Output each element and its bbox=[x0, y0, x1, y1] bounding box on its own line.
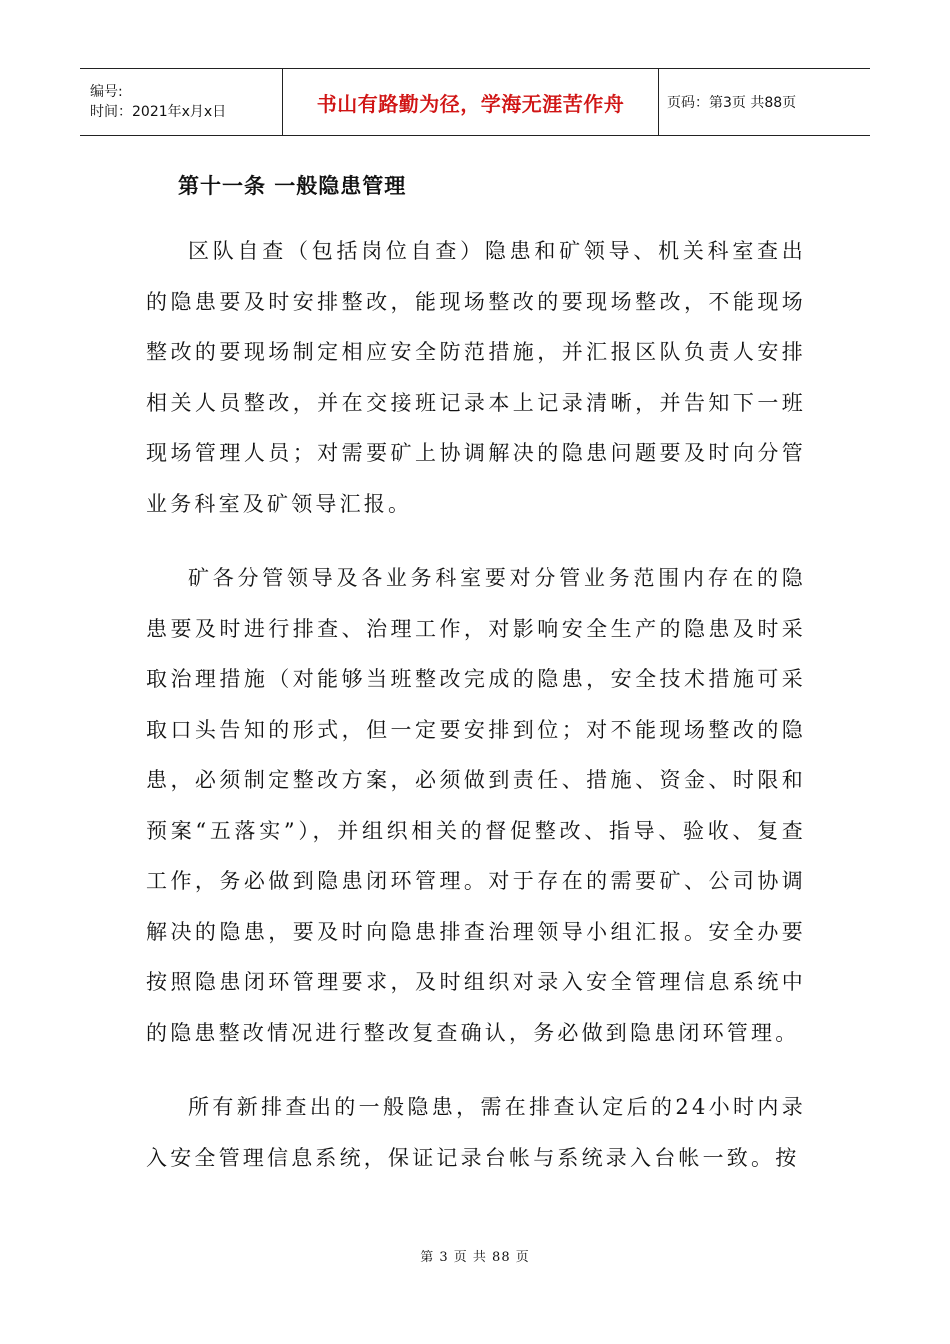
paragraph: 区队自查（包括岗位自查）隐患和矿领导、机关科室查出的隐患要及时安排整改，能现场整改的要现场整改，不能现场整改的要现场制定相应安全防范措施，并汇报区队负责人安排相关人员整改，并在交接班记录本上记录清晰，并告知下一班现场管理人员；对需要矿上协调解决的隐患问题要及时向分管业务科室及矿领导汇报。 bbox=[146, 239, 806, 516]
document-time-label: 时间：2021年x月x日 bbox=[90, 104, 227, 120]
header-motto: 书山有路勤为径，学海无涯苦作舟 bbox=[283, 69, 659, 135]
header-meta bbox=[80, 69, 283, 135]
paragraph: 矿各分管领导及各业务科室要对分管业务范围内存在的隐患要及时进行排查、治理工作，对影响安全生产的隐患及时采取治理措施（对能够当班整改完成的隐患，安全技术措施可采取口头告知的形式，但一定要安排到位；对不能现场整改的隐患，必须制定整改方案，必须做到责任、措施、资金、时限和预案“五落实”），并组织相关的督促整改、指导、验收、复查工作，务必做到隐患闭环管理。对于存在的需要矿、公司协调解决的隐患，要及时向隐患排查治理领导小组汇报。安全办要按照隐患闭环管理要求，及时组织对录入安全管理信息系统中的隐患整改情况进行整改复查确认，务必做到隐患闭环管理。 bbox=[146, 566, 806, 1045]
article-title: 第十一条 一般隐患管理 bbox=[178, 174, 407, 198]
paragraph: 所有新排查出的一般隐患，需在排查认定后的24小时内录入安全管理信息系统，保证记录台帐与系统录入台帐一致。按 bbox=[146, 1095, 806, 1170]
page-header bbox=[80, 68, 870, 136]
page-footer: 第 3 页 共 88 页 bbox=[420, 1250, 530, 1265]
document-number-label: 编号: bbox=[90, 84, 123, 100]
header-page-info: 页码：第3页 共88页 bbox=[667, 95, 797, 111]
article-body bbox=[146, 226, 806, 1207]
